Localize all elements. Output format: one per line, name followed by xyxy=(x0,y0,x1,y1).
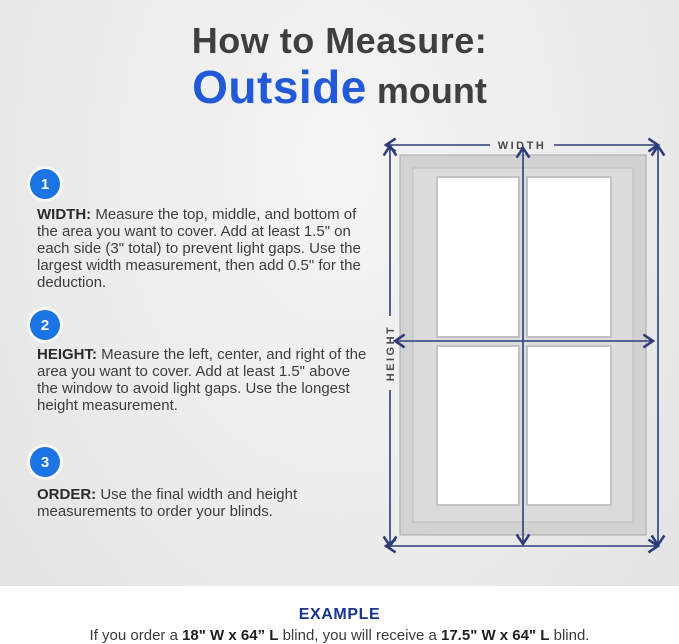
example-prefix: If you order a xyxy=(89,627,183,644)
example-suffix: blind. xyxy=(549,627,590,644)
step-3-badge xyxy=(30,447,60,477)
step-3-text xyxy=(37,486,367,520)
step-3-label: ORDER: xyxy=(37,486,97,503)
step-3-body: Use the final width and height measurements to order your blinds. xyxy=(37,486,298,520)
window-pane-bottom-left xyxy=(437,346,519,505)
step-3-number: 3 xyxy=(40,453,50,471)
step-1-badge xyxy=(30,169,60,199)
step-1-number: 1 xyxy=(40,175,50,193)
step-2-label: HEIGHT: xyxy=(37,346,97,363)
example-receive-size: 17.5" W x 64" L xyxy=(441,627,550,644)
step-2-text xyxy=(37,346,375,414)
example-middle: blind, you will receive a xyxy=(278,627,441,644)
step-2-number: 2 xyxy=(40,316,50,334)
window-pane-top-right xyxy=(527,177,611,337)
example-order-size: 18" W x 64” L xyxy=(182,627,279,644)
example-sentence xyxy=(0,627,679,644)
step-2-badge xyxy=(30,310,60,340)
title-highlight: Outside xyxy=(192,60,367,113)
title-rest: mount xyxy=(366,69,487,111)
window-pane-bottom-right xyxy=(527,346,611,505)
step-1-text xyxy=(37,206,367,291)
window-pane-top-left xyxy=(437,177,519,337)
title-line1: How to Measure: xyxy=(191,20,488,61)
step-2-body: Measure the left, center, and right of the area you want to cover. Add at least 1.5" above the window to avoid light gaps. Use the longest height measurement. xyxy=(37,346,367,414)
example-heading: EXAMPLE xyxy=(298,606,381,623)
step-1-label: WIDTH: xyxy=(37,206,92,223)
step-1-body: Measure the top, middle, and bottom of the area you want to cover. Add at least 1.5" on each side (3" total) to prevent light gaps. Use the largest width measurement, then add 0.5" for the deduction. xyxy=(37,206,361,291)
height-label: HEIGHT xyxy=(385,324,397,382)
window-measurement-diagram xyxy=(370,118,670,573)
page-title xyxy=(0,22,679,113)
width-label: WIDTH xyxy=(497,140,547,152)
example-footer xyxy=(0,586,679,644)
title-line2 xyxy=(0,60,679,113)
